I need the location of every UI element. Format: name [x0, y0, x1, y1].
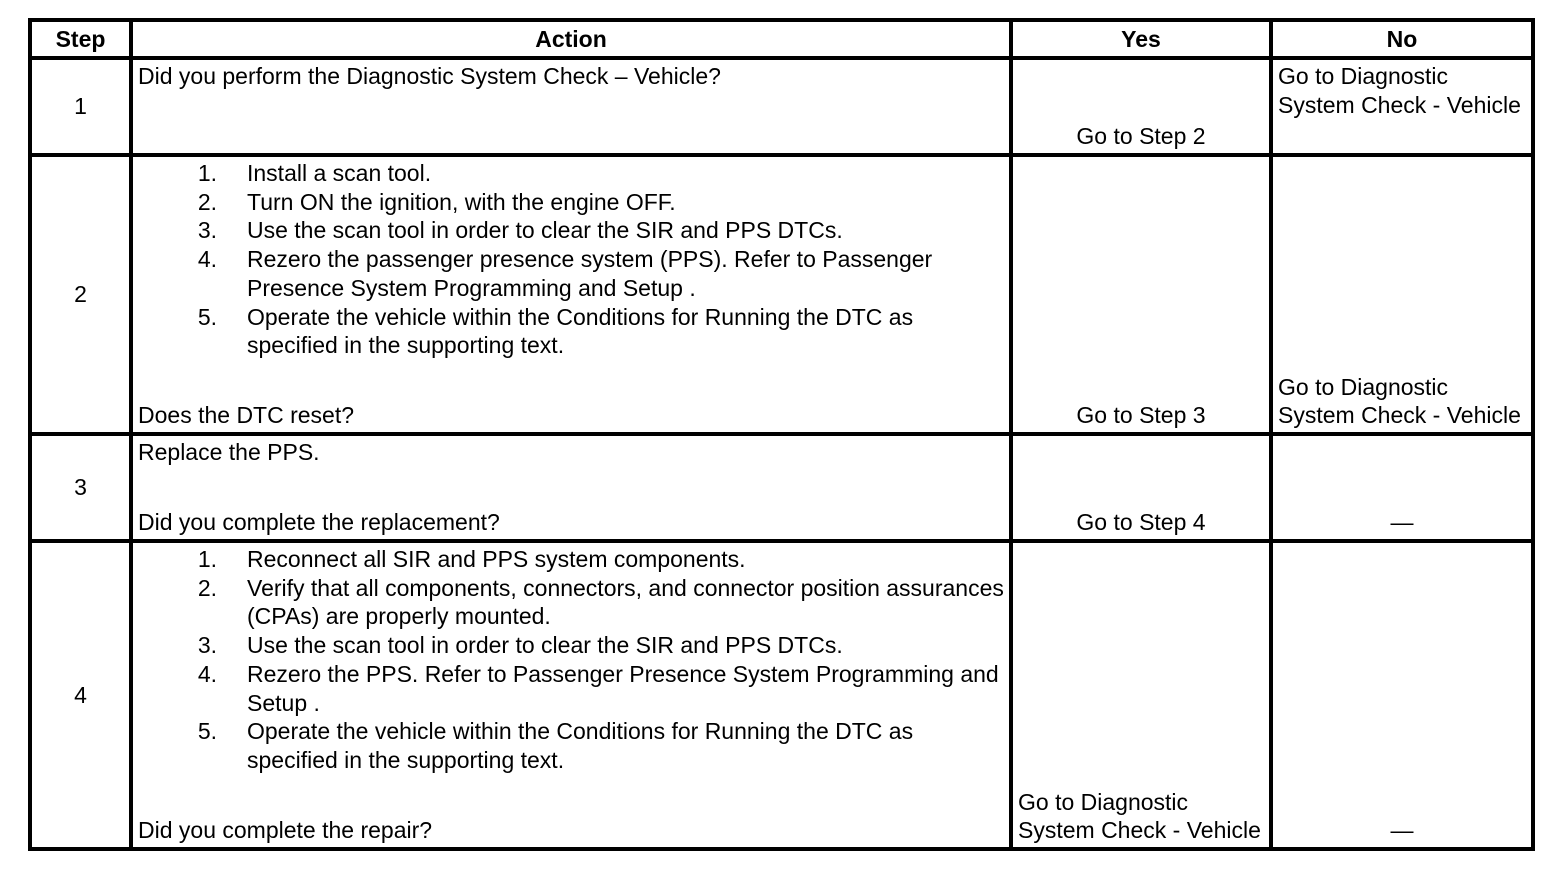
yes-link[interactable]: Go to Step 2: [1076, 123, 1206, 150]
list-item: [138, 216, 1004, 245]
yes-cell: [1011, 58, 1271, 155]
header-action: Action: [131, 20, 1011, 58]
item-number: 1.: [197, 546, 217, 572]
item-number: 3.: [197, 217, 217, 244]
table-row: [30, 541, 1533, 849]
yes-link[interactable]: Go to Step 4: [1076, 509, 1206, 536]
item-text: Turn ON the ignition, with the engine OFF.: [247, 188, 676, 215]
no-dash: —: [1390, 509, 1414, 536]
item-text: Reconnect all SIR and PPS system components.: [247, 546, 746, 572]
item-number: 2.: [197, 574, 217, 601]
list-item: [138, 574, 1004, 631]
no-cell: [1271, 155, 1533, 434]
item-number: 2.: [197, 188, 217, 215]
no-cell: [1271, 434, 1533, 541]
no-cell: [1271, 58, 1533, 155]
yes-cell: [1011, 541, 1271, 849]
list-item: [138, 303, 1004, 360]
item-number: 5.: [197, 303, 217, 330]
item-number: 4.: [197, 660, 217, 687]
diagnostic-table: [28, 18, 1535, 851]
item-number: 5.: [197, 718, 217, 745]
header-step: Step: [30, 20, 131, 58]
yes-cell: [1011, 155, 1271, 434]
table-row: [30, 155, 1533, 434]
list-item: [138, 631, 1004, 660]
header-yes: Yes: [1011, 20, 1271, 58]
action-cell: [131, 58, 1011, 155]
step-number: 4: [30, 541, 131, 849]
item-text: Operate the vehicle within the Conditions for Running the DTC as specified in the supporting text.: [247, 303, 914, 359]
item-text: Verify that all components, connectors, and connector position assurances (CPAs) are properly mounted.: [247, 574, 1004, 630]
header-row: [30, 20, 1533, 58]
list-item: [138, 717, 1004, 774]
action-question: Did you complete the repair?: [138, 817, 433, 844]
list-item: [138, 545, 1004, 574]
list-item: [138, 159, 1004, 188]
action-list: [138, 159, 1004, 360]
no-dash: —: [1390, 817, 1414, 844]
table-row: [30, 58, 1533, 155]
item-text: Rezero the PPS. Refer to Passenger Presence System Programming and Setup .: [247, 660, 999, 716]
action-text: Did you perform the Diagnostic System Check – Vehicle?: [138, 63, 721, 89]
item-number: 3.: [197, 632, 217, 659]
action-question: Did you complete the replacement?: [138, 509, 500, 536]
no-link[interactable]: Go to Diagnostic System Check - Vehicle: [1278, 63, 1521, 118]
item-text: Install a scan tool.: [247, 160, 432, 186]
item-text: Use the scan tool in order to clear the SIR and PPS DTCs.: [247, 217, 843, 244]
item-text: Rezero the passenger presence system (PPS). Refer to Passenger Presence System Programming and Setup .: [247, 246, 933, 301]
step-number: 2: [30, 155, 131, 434]
action-cell: [131, 541, 1011, 849]
action-cell: [131, 155, 1011, 434]
action-list: [138, 545, 1004, 775]
list-item: [138, 660, 1004, 717]
table-row: [30, 434, 1533, 541]
list-item: [138, 188, 1004, 217]
item-number: 4.: [197, 246, 217, 273]
item-text: Operate the vehicle within the Conditions for Running the DTC as specified in the supporting text.: [247, 718, 914, 773]
item-text: Use the scan tool in order to clear the SIR and PPS DTCs.: [247, 632, 843, 659]
item-number: 1.: [197, 160, 217, 186]
header-no: No: [1271, 20, 1533, 58]
step-number: 1: [30, 58, 131, 155]
no-cell: [1271, 541, 1533, 849]
step-number: 3: [30, 434, 131, 541]
list-item: [138, 245, 1004, 302]
action-question: Does the DTC reset?: [138, 402, 355, 429]
no-link[interactable]: Go to Diagnostic System Check - Vehicle: [1278, 373, 1521, 429]
action-cell: [131, 434, 1011, 541]
yes-link[interactable]: Go to Diagnostic System Check - Vehicle: [1018, 788, 1261, 844]
action-text: Replace the PPS.: [138, 439, 320, 465]
yes-cell: [1011, 434, 1271, 541]
yes-link[interactable]: Go to Step 3: [1076, 402, 1206, 429]
